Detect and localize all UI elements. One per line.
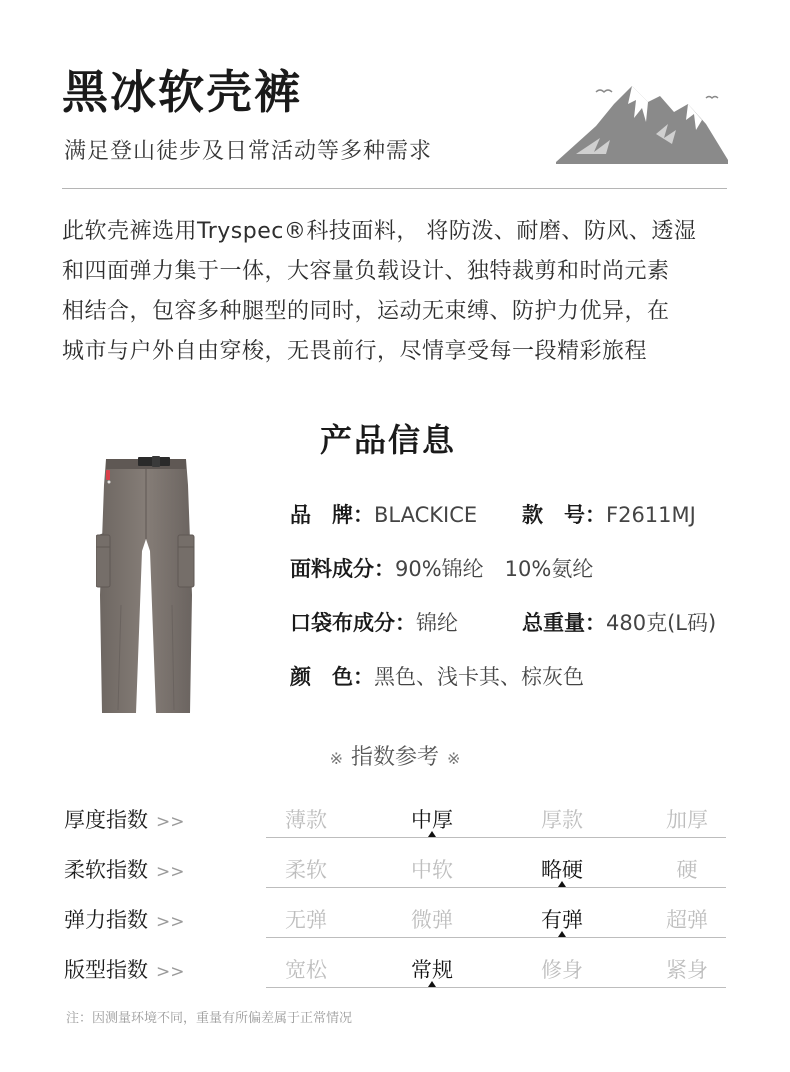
index-selected-marker bbox=[558, 931, 566, 937]
index-label-text: 弹力指数 bbox=[64, 908, 148, 932]
index-option-selected: 中厚 bbox=[411, 808, 453, 832]
weight-label: 总重量： bbox=[522, 611, 606, 635]
index-option: 无弹 bbox=[285, 908, 327, 932]
fabric-label: 面料成分： bbox=[290, 557, 395, 581]
description-line: 和四面弹力集于一体，大容量负载设计、独特裁剪和时尚元素 bbox=[62, 259, 670, 284]
pocket-value: 锦纶 bbox=[416, 611, 458, 635]
spec-row-pocket bbox=[290, 608, 717, 638]
spec-row-fabric bbox=[290, 554, 593, 584]
index-option: 修身 bbox=[541, 958, 583, 982]
index-label-text: 版型指数 bbox=[64, 958, 148, 982]
index-arrow: >> bbox=[156, 812, 185, 832]
index-option: 硬 bbox=[676, 858, 698, 882]
index-option: 宽松 bbox=[285, 958, 327, 982]
description-line: 此软壳裤选用Tryspec®科技面料， 将防泼、耐磨、防风、透湿 bbox=[62, 219, 697, 244]
footnote: 注：因测量环境不同，重量有所偏差属于正常情况 bbox=[66, 1011, 353, 1026]
product-description bbox=[62, 212, 742, 372]
description-line: 相结合，包容多种腿型的同时，运动无束缚、防护力优异，在 bbox=[62, 299, 670, 324]
brand-label: 品 牌： bbox=[290, 503, 374, 527]
model-label: 款 号： bbox=[522, 503, 606, 527]
index-option: 超弹 bbox=[666, 908, 708, 932]
index-scale-line bbox=[266, 837, 726, 838]
index-selected-marker bbox=[428, 831, 436, 837]
pocket-label: 口袋布成分： bbox=[290, 611, 416, 635]
index-label-text: 厚度指数 bbox=[64, 808, 148, 832]
index-option-selected: 常规 bbox=[411, 958, 453, 982]
weight-value: 480克(L码) bbox=[606, 611, 717, 635]
index-selected-marker bbox=[558, 881, 566, 887]
pants-product-image bbox=[96, 455, 196, 717]
reference-mark: ※ bbox=[447, 749, 461, 768]
index-arrow: >> bbox=[156, 912, 185, 932]
index-label bbox=[64, 805, 185, 835]
index-option: 厚款 bbox=[541, 808, 583, 832]
page-subtitle: 满足登山徒步及日常活动等多种需求 bbox=[64, 139, 433, 164]
header-divider bbox=[62, 188, 727, 189]
index-label-text: 柔软指数 bbox=[64, 858, 148, 882]
index-option-selected: 有弹 bbox=[541, 908, 583, 932]
page-title: 黑冰软壳裤 bbox=[62, 65, 302, 119]
index-arrow: >> bbox=[156, 862, 185, 882]
fabric-value: 90%锦纶 10%氨纶 bbox=[395, 557, 594, 581]
index-scale-line bbox=[266, 887, 726, 888]
color-label: 颜 色： bbox=[290, 665, 374, 689]
index-scale-line bbox=[266, 937, 726, 938]
index-option: 微弹 bbox=[411, 908, 453, 932]
index-label bbox=[64, 955, 185, 985]
description-line: 城市与户外自由穿梭，无畏前行，尽情享受每一段精彩旅程 bbox=[62, 339, 648, 364]
index-label bbox=[64, 905, 185, 935]
spec-row-color bbox=[290, 662, 584, 692]
index-selected-marker bbox=[428, 981, 436, 987]
index-option-selected: 略硬 bbox=[541, 858, 583, 882]
product-info-title: 产品信息 bbox=[320, 421, 457, 459]
color-value: 黑色、浅卡其、棕灰色 bbox=[374, 665, 584, 689]
reference-title bbox=[0, 742, 790, 775]
index-option: 薄款 bbox=[285, 808, 327, 832]
mountain-illustration bbox=[556, 74, 728, 168]
index-option: 中软 bbox=[411, 858, 453, 882]
index-option: 加厚 bbox=[666, 808, 708, 832]
spec-row-brand bbox=[290, 500, 696, 530]
index-arrow: >> bbox=[156, 962, 185, 982]
brand-value: BLACKICE bbox=[374, 503, 478, 527]
index-option: 柔软 bbox=[285, 858, 327, 882]
reference-title-text: 指数参考 bbox=[350, 745, 439, 770]
model-value: F2611MJ bbox=[606, 503, 696, 527]
reference-mark: ※ bbox=[329, 749, 343, 768]
index-label bbox=[64, 855, 185, 885]
index-scale-line bbox=[266, 987, 726, 988]
index-option: 紧身 bbox=[666, 958, 708, 982]
